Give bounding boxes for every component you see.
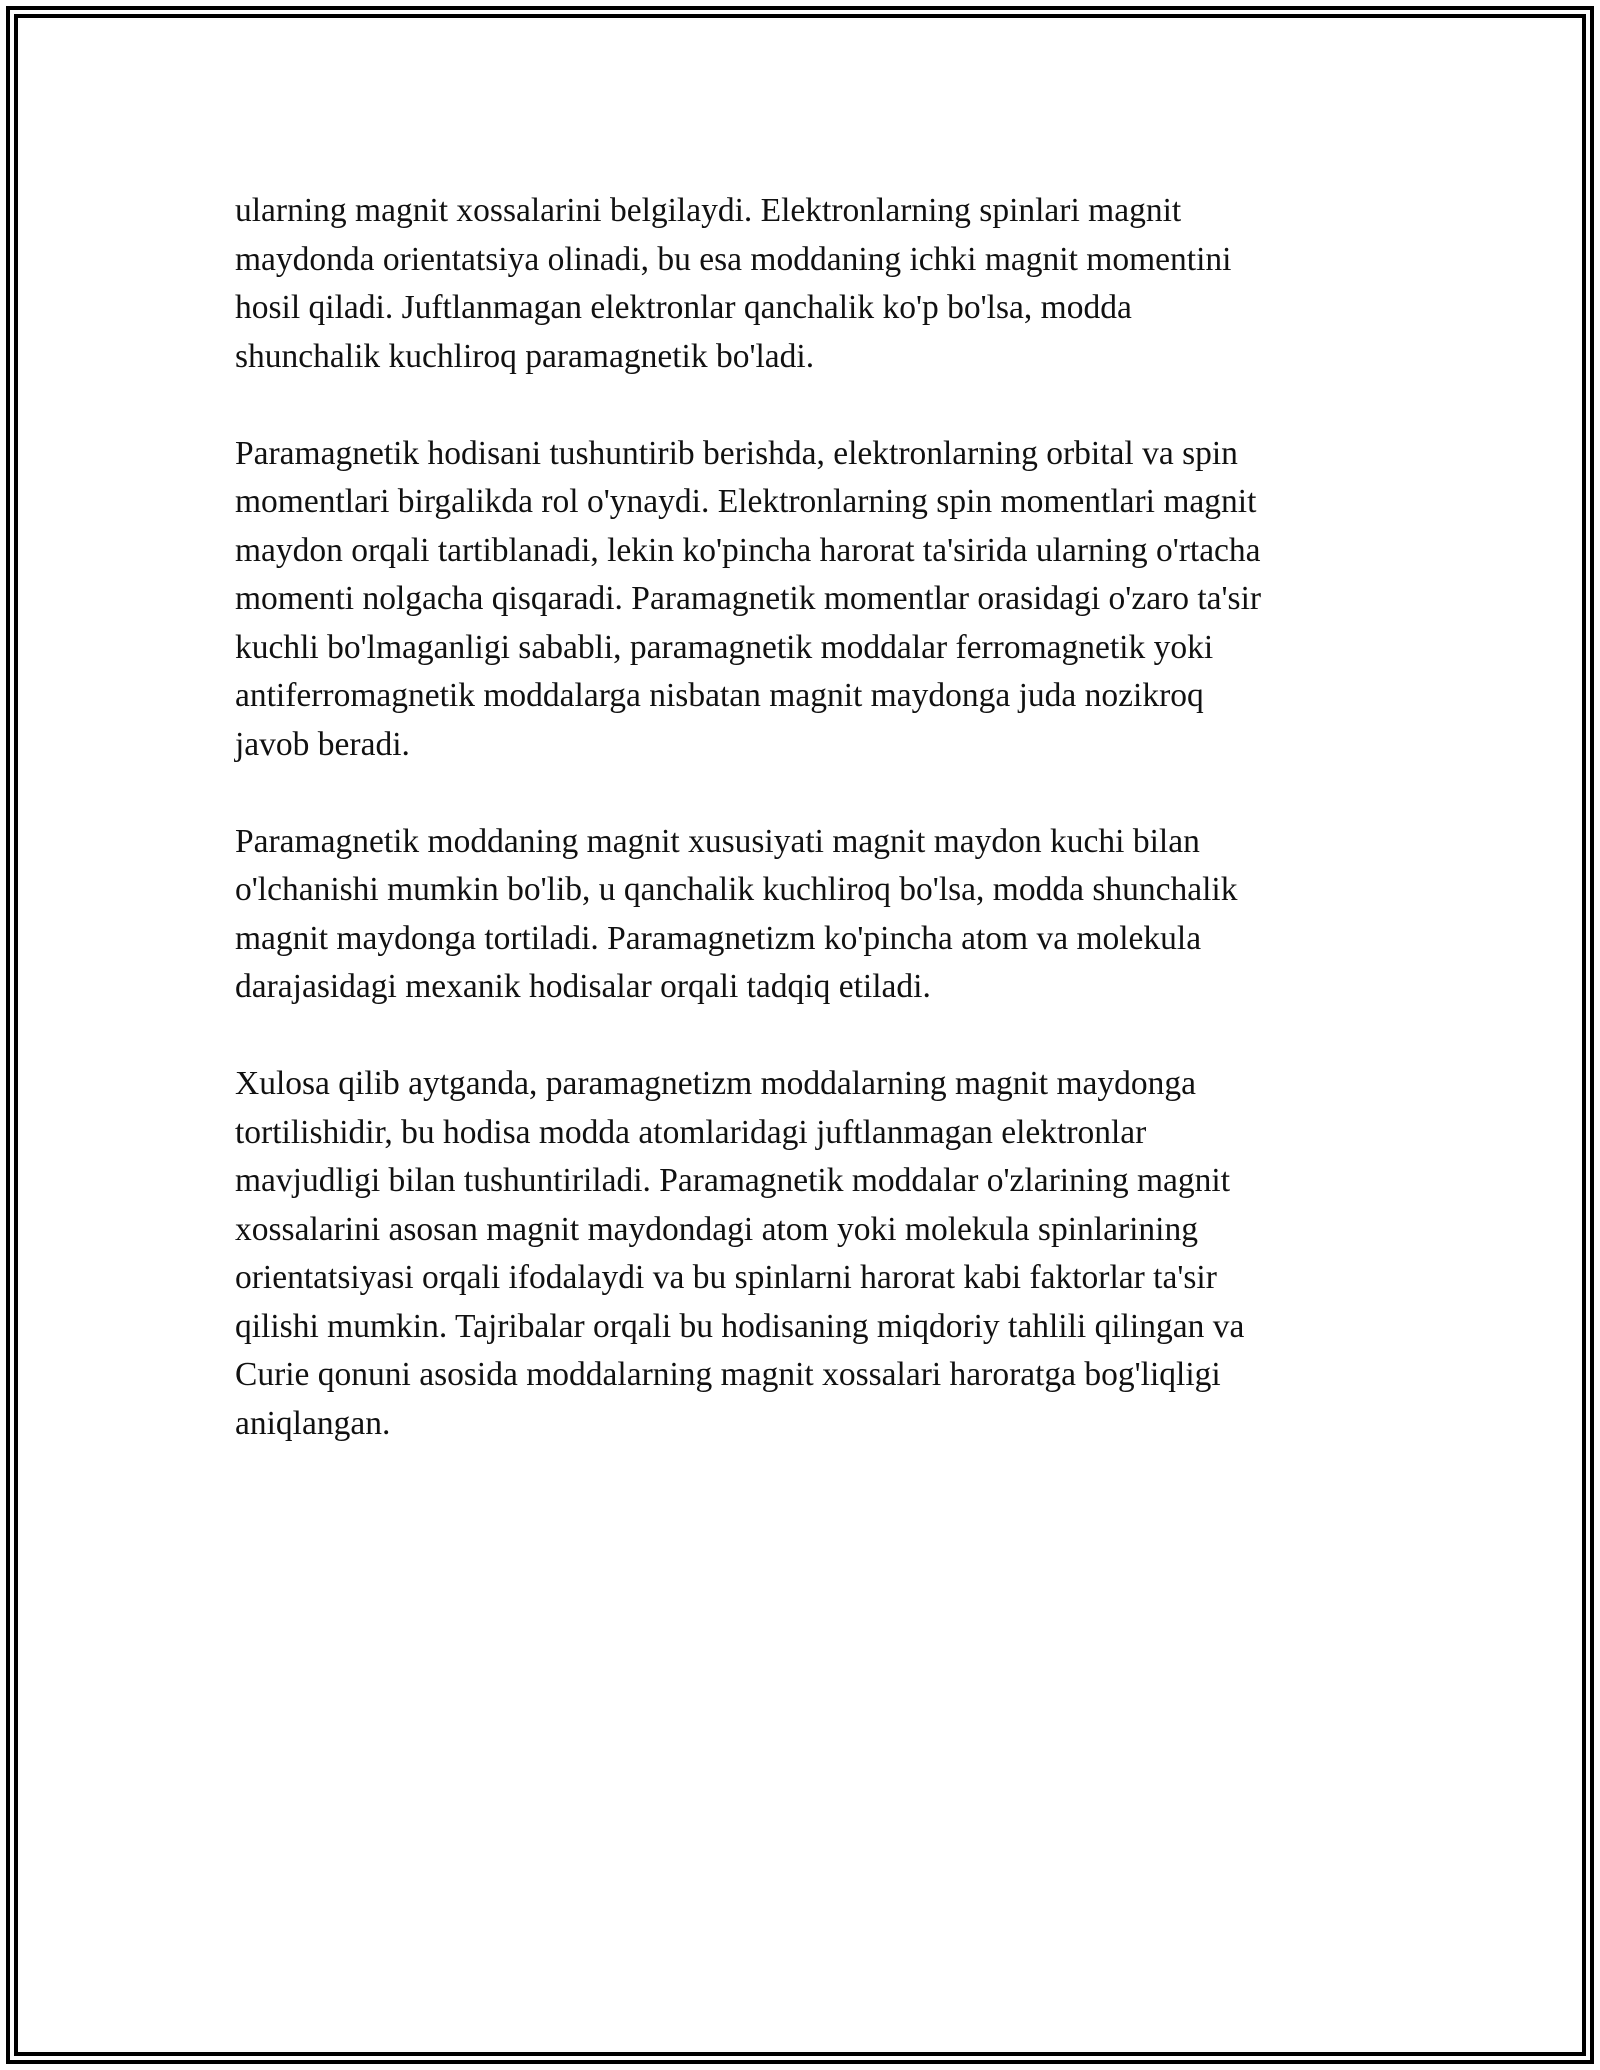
- text-line: darajasidagi mexanik hodisalar orqali tadqiq etiladi.: [235, 968, 931, 1005]
- paragraph-1: [235, 187, 1370, 381]
- text-line: hosil qiladi. Juftlanmagan elektronlar qanchalik ko'p bo'lsa, modda: [235, 289, 1132, 326]
- text-line: Xulosa qilib aytganda, paramagnetizm moddalarning magnit maydonga: [235, 1065, 1196, 1102]
- text-line: Curie qonuni asosida moddalarning magnit xossalari haroratga bog'liqligi: [235, 1356, 1221, 1393]
- text-line: Paramagnetik moddaning magnit xususiyati magnit maydon kuchi bilan: [235, 822, 1200, 860]
- text-line: mavjudligi bilan tushuntiriladi. Paramagnetik moddalar o'zlarining magnit: [235, 1162, 1231, 1199]
- paragraph-2: [235, 430, 1370, 770]
- text-line: javob beradi.: [235, 725, 410, 763]
- text-line: tortilishidir, bu hodisa modda atomlaridagi juftlanmagan elektronlar: [235, 1113, 1147, 1151]
- text-line: orientatsiyasi orqali ifodalaydi va bu spinlarni harorat kabi faktorlar ta'sir: [235, 1259, 1217, 1296]
- text-line: momentlari birgalikda rol o'ynaydi. Elektronlarning spin momentlari magnit: [235, 483, 1257, 520]
- paragraph-3: [235, 818, 1370, 1012]
- text-line: aniqlangan.: [235, 1404, 391, 1442]
- text-line: xossalarini asosan magnit maydondagi atom yoki molekula spinlarining: [235, 1210, 1198, 1248]
- text-line: kuchli bo'lmaganligi sababli, paramagnetik moddalar ferromagnetik yoki: [235, 628, 1214, 666]
- text-line: antiferromagnetik moddalarga nisbatan magnit maydonga juda nozikroq: [235, 677, 1204, 714]
- text-line: maydon orqali tartiblanadi, lekin ko'pincha harorat ta'sirida ularning o'rtacha: [235, 531, 1261, 569]
- text-line: o'lchanishi mumkin bo'lib, u qanchalik kuchliroq bo'lsa, modda shunchalik: [235, 871, 1238, 908]
- text-line: Paramagnetik hodisani tushuntirib berishda, elektronlarning orbital va spin: [235, 434, 1238, 472]
- text-line: ularning magnit xossalarini belgilaydi. Elektronlarning spinlari magnit: [235, 192, 1182, 229]
- document-body: [235, 187, 1370, 1497]
- text-line: shunchalik kuchliroq paramagnetik bo'ladi.: [235, 337, 815, 375]
- text-line: qilishi mumkin. Tajribalar orqali bu hodisaning miqdoriy tahlili qilingan va: [235, 1307, 1245, 1345]
- text-line: magnit maydonga tortiladi. Paramagnetizm ko'pincha atom va molekula: [235, 919, 1202, 957]
- text-line: momenti nolgacha qisqaradi. Paramagnetik momentlar orasidagi o'zaro ta'sir: [235, 580, 1262, 617]
- paragraph-4: [235, 1060, 1370, 1448]
- text-line: maydonda orientatsiya olinadi, bu esa moddaning ichki magnit momentini: [235, 240, 1232, 278]
